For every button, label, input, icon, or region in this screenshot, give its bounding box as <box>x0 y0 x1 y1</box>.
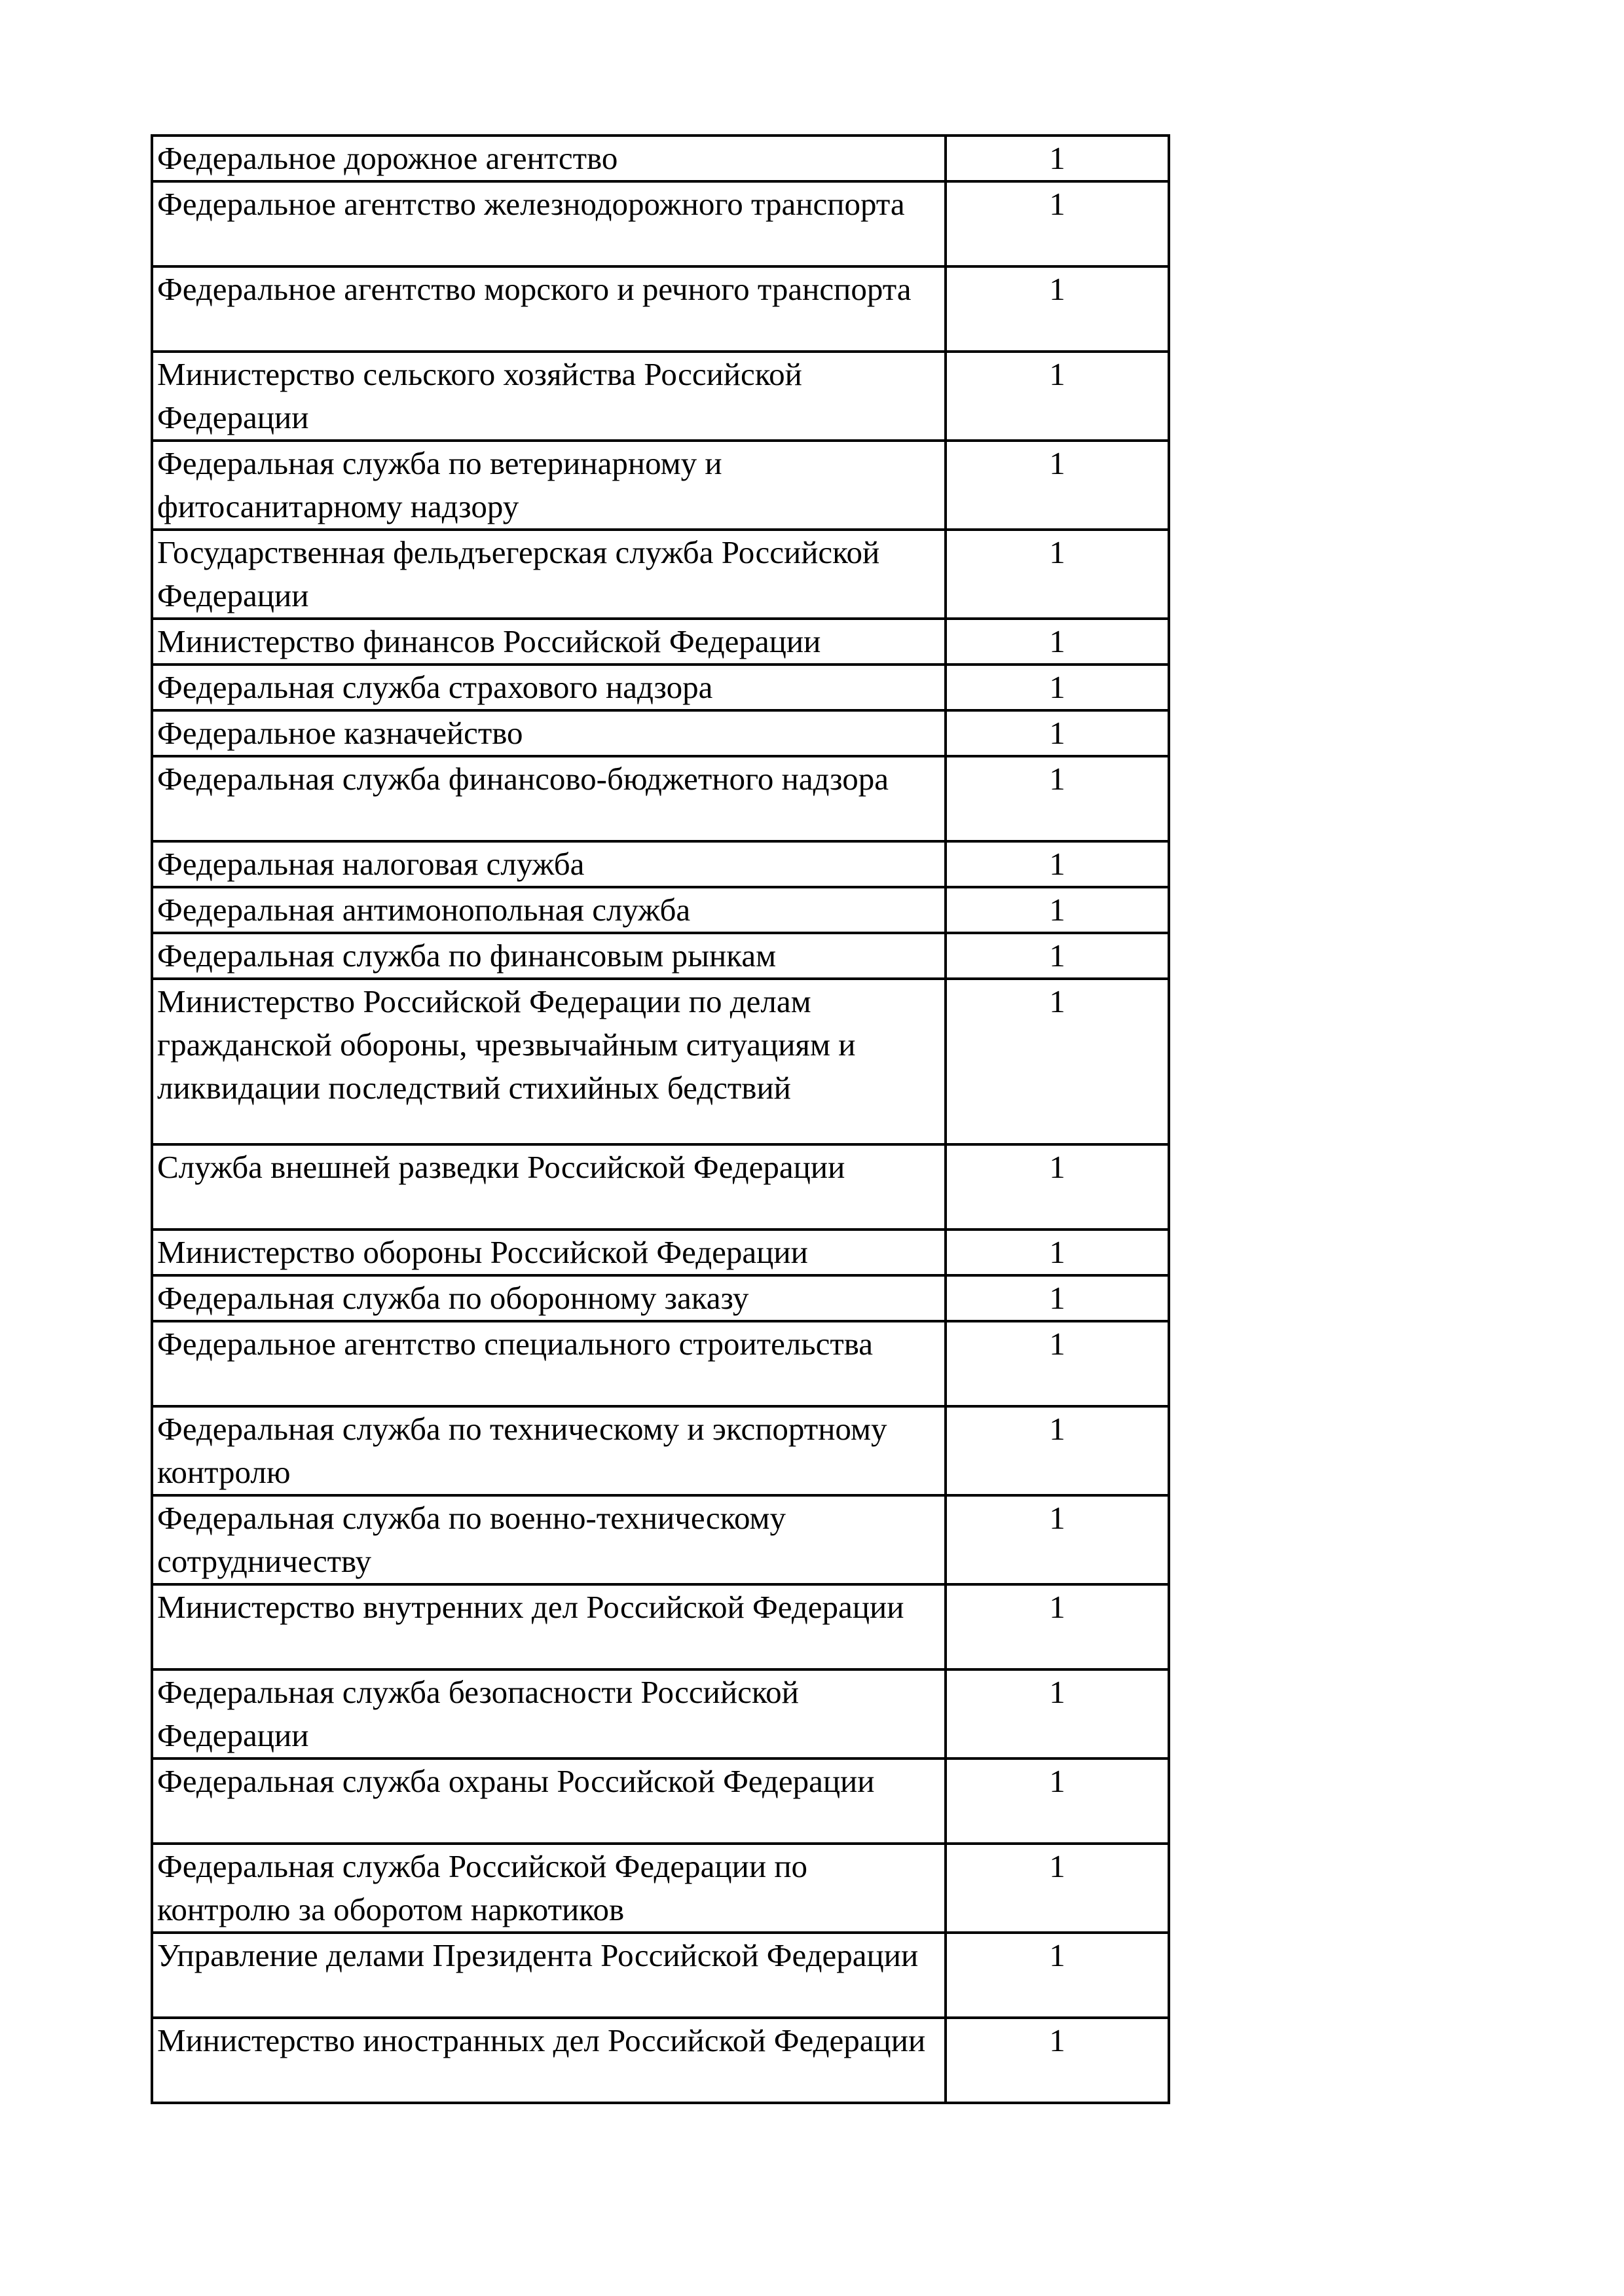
table-row <box>152 1321 1169 1406</box>
agency-count: 1 <box>946 1758 1169 1844</box>
table-row <box>152 1495 1169 1584</box>
table-row <box>152 181 1169 266</box>
agency-count: 1 <box>946 933 1169 979</box>
table-row <box>152 1275 1169 1321</box>
agency-name: Федеральное дорожное агентство <box>152 136 946 181</box>
agency-name: Федеральное казначейство <box>152 710 946 756</box>
table-row <box>152 530 1169 619</box>
table-row <box>152 266 1169 352</box>
table-row <box>152 710 1169 756</box>
agency-name: Государственная фельдъегерская служба Российской Федерации <box>152 530 946 619</box>
agency-count: 1 <box>946 1495 1169 1584</box>
agency-name: Федеральная служба по военно-техническому сотрудничеству <box>152 1495 946 1584</box>
agency-name: Министерство внутренних дел Российской Федерации <box>152 1584 946 1669</box>
table-row <box>152 1584 1169 1669</box>
table-row <box>152 1406 1169 1495</box>
table-row <box>152 1933 1169 2018</box>
agency-name: Министерство финансов Российской Федерации <box>152 619 946 665</box>
agency-count: 1 <box>946 619 1169 665</box>
agency-name: Федеральная служба страхового надзора <box>152 665 946 710</box>
table-row <box>152 2018 1169 2103</box>
agency-name: Федеральная служба по финансовым рынкам <box>152 933 946 979</box>
agency-name: Федеральная служба по техническому и экспортному контролю <box>152 1406 946 1495</box>
agency-count: 1 <box>946 756 1169 841</box>
agency-count: 1 <box>946 887 1169 933</box>
table-row <box>152 1230 1169 1275</box>
table-row <box>152 1758 1169 1844</box>
table-row <box>152 136 1169 181</box>
agency-count: 1 <box>946 352 1169 441</box>
table-row <box>152 1144 1169 1230</box>
table-row <box>152 887 1169 933</box>
agency-count: 1 <box>946 710 1169 756</box>
agency-count: 1 <box>946 1321 1169 1406</box>
agency-count: 1 <box>946 1844 1169 1933</box>
table-row <box>152 979 1169 1144</box>
table-row <box>152 756 1169 841</box>
table-row <box>152 352 1169 441</box>
table-row <box>152 441 1169 530</box>
table-row <box>152 1844 1169 1933</box>
agency-name: Федеральная служба охраны Российской Федерации <box>152 1758 946 1844</box>
agency-count: 1 <box>946 1144 1169 1230</box>
agency-name: Федеральное агентство специального строительства <box>152 1321 946 1406</box>
agency-count: 1 <box>946 665 1169 710</box>
agency-count: 1 <box>946 530 1169 619</box>
agency-count: 1 <box>946 1275 1169 1321</box>
agency-name: Министерство иностранных дел Российской Федерации <box>152 2018 946 2103</box>
agency-count: 1 <box>946 441 1169 530</box>
agency-count: 1 <box>946 1406 1169 1495</box>
agency-count: 1 <box>946 841 1169 887</box>
agency-count: 1 <box>946 1933 1169 2018</box>
agency-name: Федеральная служба Российской Федерации по контролю за оборотом наркотиков <box>152 1844 946 1933</box>
agency-count: 1 <box>946 979 1169 1144</box>
agency-name: Министерство Российской Федерации по делам гражданской обороны, чрезвычайным ситуациям и ликвидации последствий стихийных бедствий <box>152 979 946 1144</box>
agency-name: Федеральное агентство железнодорожного транспорта <box>152 181 946 266</box>
agency-count: 1 <box>946 136 1169 181</box>
agency-name: Федеральная служба по оборонному заказу <box>152 1275 946 1321</box>
agency-name: Федеральная служба финансово-бюджетного надзора <box>152 756 946 841</box>
agency-count: 1 <box>946 1584 1169 1669</box>
agency-name: Федеральная налоговая служба <box>152 841 946 887</box>
agency-count: 1 <box>946 2018 1169 2103</box>
agency-name: Федеральная служба по ветеринарному и фитосанитарному надзору <box>152 441 946 530</box>
table-row <box>152 933 1169 979</box>
table-row <box>152 665 1169 710</box>
agency-name: Федеральная служба безопасности Российской Федерации <box>152 1669 946 1758</box>
agency-count: 1 <box>946 181 1169 266</box>
table-row <box>152 619 1169 665</box>
agencies-table <box>151 134 1170 2104</box>
agency-name: Федеральное агентство морского и речного транспорта <box>152 266 946 352</box>
agency-count: 1 <box>946 1230 1169 1275</box>
table-row <box>152 1669 1169 1758</box>
table-row <box>152 841 1169 887</box>
agency-count: 1 <box>946 266 1169 352</box>
agency-name: Управление делами Президента Российской Федерации <box>152 1933 946 2018</box>
agency-name: Министерство обороны Российской Федерации <box>152 1230 946 1275</box>
agency-name: Министерство сельского хозяйства Российской Федерации <box>152 352 946 441</box>
agency-name: Федеральная антимонопольная служба <box>152 887 946 933</box>
agency-name: Служба внешней разведки Российской Федерации <box>152 1144 946 1230</box>
agency-count: 1 <box>946 1669 1169 1758</box>
